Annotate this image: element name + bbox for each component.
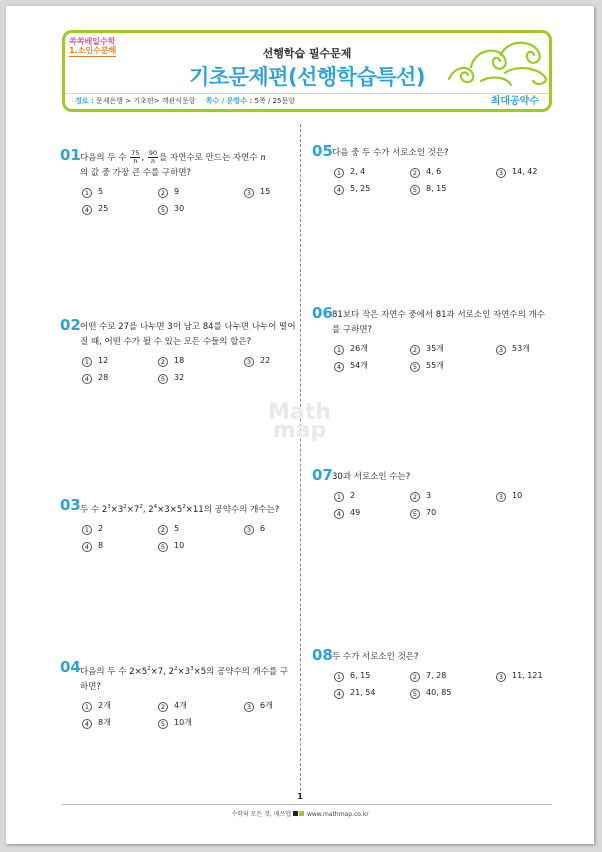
count-label: 쪽수 / 문항수 : — [205, 97, 253, 105]
choice-4[interactable]: 4 8개 — [82, 715, 158, 730]
expression-1: $2\times 5^2\times 7$ — [129, 666, 164, 677]
mathmap-watermark: Math map — [268, 400, 331, 443]
choice-4[interactable]: 4 21, 54 — [334, 685, 410, 700]
choice-2[interactable]: 2 4개 — [158, 698, 244, 713]
unit-name: 1.소인수분해 — [69, 46, 117, 55]
problem-04 — [60, 658, 296, 730]
problem-07 — [312, 466, 548, 520]
problem-08 — [312, 646, 548, 700]
problem-number: 02 — [60, 316, 81, 334]
choice-list — [60, 698, 296, 730]
choice-2[interactable]: 2 7, 28 — [410, 668, 496, 683]
problem-stem: 81보다 작은 자연수 중에서 81과 서로소인 자연수의 개수를 구하면? — [332, 310, 545, 335]
expression-2: $2^4\times 3\times 5^2\times 11$ — [148, 504, 204, 515]
problem-stem: 30과 서로소인 수는? — [332, 472, 411, 482]
choice-1[interactable]: 1 6, 15 — [334, 668, 410, 683]
problem-02 — [60, 316, 296, 385]
choice-2[interactable]: 2 4, 6 — [410, 164, 496, 179]
choice-4[interactable]: 4 49 — [334, 505, 410, 520]
choice-4[interactable]: 4 25 — [82, 201, 158, 216]
choice-3[interactable]: 3 6개 — [244, 698, 324, 713]
choice-3[interactable]: 3 53개 — [496, 341, 576, 356]
problem-number: 05 — [312, 142, 333, 160]
choice-2[interactable]: 2 18 — [158, 353, 244, 368]
choice-2[interactable]: 2 5 — [158, 521, 244, 536]
problem-number: 03 — [60, 496, 81, 514]
choice-1[interactable]: 1 2, 4 — [334, 164, 410, 179]
problem-stem: 다음의 두 수 $2\times 5^2\times 7$, $2^2\times 3^3\times 5$의 공약수의 개수를 구하면? — [80, 666, 289, 692]
choice-list — [312, 341, 548, 373]
choice-list — [312, 164, 548, 196]
info-bar — [65, 93, 549, 109]
problem-03 — [60, 496, 296, 553]
problem-stem: 어떤 수로 27을 나누면 3이 남고 84를 나누면 나누어 떨어질 때, 어떤 수가 될 수 있는 모든 수들의 합은? — [80, 322, 296, 347]
choice-5[interactable]: 5 8, 15 — [410, 181, 496, 196]
problem-stem: 다음의 두 수 $\frac{75}{n}$ , $\frac{90}{n}$ 을 자연수로 만드는 자연수 n 의 값 중 가장 큰 수를 구하면? — [80, 149, 266, 178]
choice-3[interactable]: 3 14, 42 — [496, 164, 576, 179]
column-divider — [300, 124, 301, 796]
choice-4[interactable]: 4 54개 — [334, 358, 410, 373]
choice-2[interactable]: 2 35개 — [410, 341, 496, 356]
choice-3[interactable]: 3 11, 121 — [496, 668, 576, 683]
choice-5[interactable]: 5 40, 85 — [410, 685, 496, 700]
choice-1[interactable]: 1 2 — [82, 521, 158, 536]
choice-list — [60, 184, 296, 216]
problem-number: 04 — [60, 658, 81, 676]
choice-4[interactable]: 4 8 — [82, 538, 158, 553]
problem-number: 08 — [312, 646, 333, 664]
choice-list — [60, 521, 296, 553]
choice-list — [312, 668, 548, 700]
brand-square-icon — [299, 811, 304, 816]
fraction: $\frac{90}{n}$ — [148, 149, 158, 165]
problem-stem: 두 수 $2^3\times 3^2\times 7^2$, $2^4\times 3\times 5^2\times 11$의 공약수의 개수는? — [80, 504, 280, 515]
problem-number: 07 — [312, 466, 333, 484]
choice-5[interactable]: 5 32 — [158, 370, 244, 385]
choice-1[interactable]: 1 2개 — [82, 698, 158, 713]
footer-text: 수학의 모든 것, 매쓰맵 www.mathmap.co.kr — [231, 811, 369, 818]
choice-1[interactable]: 1 5 — [82, 184, 158, 199]
worksheet-page — [6, 6, 594, 844]
topic-label: 최대공약수 — [490, 96, 539, 107]
choice-5[interactable]: 5 70 — [410, 505, 496, 520]
choice-list — [312, 488, 548, 520]
choice-1[interactable]: 1 12 — [82, 353, 158, 368]
worksheet-header — [62, 30, 552, 112]
series-name: 쏙쏙배일수학 — [69, 37, 116, 46]
choice-3[interactable]: 3 6 — [244, 521, 324, 536]
choice-5[interactable]: 5 55개 — [410, 358, 496, 373]
problem-01 — [60, 146, 296, 216]
choice-1[interactable]: 1 2 — [334, 488, 410, 503]
choice-5[interactable]: 5 30 — [158, 201, 244, 216]
choice-2[interactable]: 2 9 — [158, 184, 244, 199]
choice-5[interactable]: 5 10 — [158, 538, 244, 553]
choice-4[interactable]: 4 28 — [82, 370, 158, 385]
footer-url[interactable]: www.mathmap.co.kr — [306, 811, 369, 818]
choice-3[interactable]: 3 10 — [496, 488, 576, 503]
problem-number: 06 — [312, 304, 333, 322]
choice-5[interactable]: 5 10개 — [158, 715, 244, 730]
page-number: 1 — [297, 792, 303, 801]
footer-divider — [62, 804, 552, 805]
sub-title: 선행학습 필수문제 — [262, 47, 352, 60]
problem-stem: 다음 중 두 수가 서로소인 것은? — [332, 148, 449, 158]
problem-number: 01 — [60, 146, 81, 164]
expression-2: $2^2\times 3^3\times 5$ — [168, 666, 207, 677]
brand-square-icon — [293, 811, 298, 816]
path-value: 문제은행 > 기초편> 객관식문항 — [96, 97, 196, 105]
choice-1[interactable]: 1 26개 — [334, 341, 410, 356]
problem-05 — [312, 142, 548, 196]
choice-3[interactable]: 3 15 — [244, 184, 324, 199]
problem-stem: 두 수가 서로소인 것은? — [332, 652, 419, 662]
choice-2[interactable]: 2 3 — [410, 488, 496, 503]
choice-list — [60, 353, 296, 385]
expression-1: $2^3\times 3^2\times 7^2$ — [101, 504, 143, 515]
choice-4[interactable]: 4 5, 25 — [334, 181, 410, 196]
page-title: 기초문제편(선행학습특선) — [189, 65, 425, 89]
count-value: 5쪽 / 25문항 — [254, 97, 295, 105]
choice-3[interactable]: 3 22 — [244, 353, 324, 368]
fraction: $\frac{75}{n}$ — [131, 149, 140, 165]
path-label: 경로 : — [75, 97, 94, 105]
problem-06 — [312, 304, 548, 373]
